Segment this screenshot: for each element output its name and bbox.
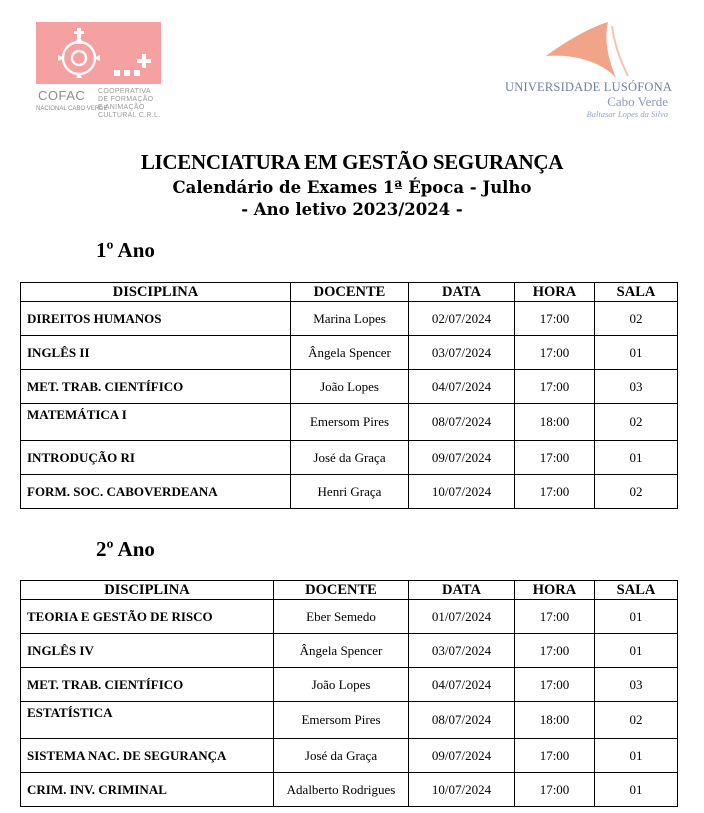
table-row	[21, 702, 678, 739]
section-heading-year-2: 2º Ano	[96, 537, 155, 561]
cell-data: 08/07/2024	[409, 404, 515, 441]
cell-hora: 17:00	[515, 302, 595, 336]
lusofona-logo	[500, 20, 680, 120]
cell-hora: 17:00	[515, 336, 595, 370]
cell-docente: Emersom Pires	[291, 404, 409, 441]
table-row	[21, 600, 678, 634]
column-header-data: DATA	[409, 283, 515, 302]
table-row	[21, 336, 678, 370]
column-header-hora: HORA	[515, 581, 595, 600]
cell-hora: 17:00	[515, 739, 595, 773]
cofac-name: COFAC	[38, 88, 86, 103]
cell-hora: 17:00	[515, 441, 595, 475]
cofac-emblem	[36, 22, 161, 84]
exam-table-year-2	[20, 580, 678, 807]
column-header-docente: DOCENTE	[274, 581, 409, 600]
cell-sala: 02	[595, 475, 678, 509]
cell-docente: Ângela Spencer	[274, 634, 409, 668]
lusofona-tagline: Baltasar Lopes da Silva	[586, 109, 668, 119]
column-header-sala: SALA	[595, 581, 678, 600]
cell-hora: 18:00	[515, 404, 595, 441]
table-header-row	[21, 581, 678, 600]
cell-sala: 02	[595, 404, 678, 441]
cell-hora: 17:00	[515, 370, 595, 404]
cell-sala: 01	[595, 634, 678, 668]
cell-disciplina: MET. TRAB. CIENTÍFICO	[21, 668, 274, 702]
cofac-subtitle: NACIONAL CABO VERDE	[36, 106, 108, 112]
column-header-hora: HORA	[515, 283, 595, 302]
table-row	[21, 634, 678, 668]
cell-disciplina: TEORIA E GESTÃO DE RISCO	[21, 600, 274, 634]
column-header-data: DATA	[409, 581, 515, 600]
cell-docente: Ângela Spencer	[291, 336, 409, 370]
cell-data: 03/07/2024	[409, 634, 515, 668]
column-header-docente: DOCENTE	[291, 283, 409, 302]
cell-data: 08/07/2024	[409, 702, 515, 739]
cell-sala: 01	[595, 773, 678, 807]
cell-disciplina: SISTEMA NAC. DE SEGURANÇA	[21, 739, 274, 773]
table-row	[21, 370, 678, 404]
table-row	[21, 475, 678, 509]
cell-data: 02/07/2024	[409, 302, 515, 336]
sail-icon	[542, 20, 662, 82]
cell-data: 03/07/2024	[409, 336, 515, 370]
cell-sala: 01	[595, 441, 678, 475]
cell-data: 09/07/2024	[409, 739, 515, 773]
cell-docente: Adalberto Rodrigues	[274, 773, 409, 807]
cell-disciplina: MATEMÁTICA I	[21, 404, 291, 441]
cell-sala: 02	[595, 302, 678, 336]
cell-data: 10/07/2024	[409, 475, 515, 509]
academic-year: - Ano letivo 2023/2024 -	[241, 200, 463, 219]
cofac-description	[98, 88, 178, 120]
section-heading-year-1: 1º Ano	[96, 238, 155, 262]
table-row	[21, 404, 678, 441]
table-row	[21, 739, 678, 773]
column-header-sala: SALA	[595, 283, 678, 302]
cell-docente: Emersom Pires	[274, 702, 409, 739]
cell-docente: Eber Semedo	[274, 600, 409, 634]
table-row	[21, 668, 678, 702]
table-row	[21, 441, 678, 475]
cell-disciplina: FORM. SOC. CABOVERDEANA	[21, 475, 291, 509]
cell-disciplina: INTRODUÇÃO RI	[21, 441, 291, 475]
table-row	[21, 302, 678, 336]
cofac-desc-line: E ANIMAÇÃO	[98, 104, 145, 111]
cell-sala: 02	[595, 702, 678, 739]
column-header-disciplina: DISCIPLINA	[21, 581, 274, 600]
cell-hora: 17:00	[515, 668, 595, 702]
cell-data: 01/07/2024	[409, 600, 515, 634]
table-header-row	[21, 283, 678, 302]
cell-data: 04/07/2024	[409, 370, 515, 404]
cell-disciplina: INGLÊS II	[21, 336, 291, 370]
cell-docente: Marina Lopes	[291, 302, 409, 336]
cell-disciplina: ESTATÍSTICA	[21, 702, 274, 739]
cell-docente: João Lopes	[274, 668, 409, 702]
document-subtitle: Calendário de Exames 1ª Época - Julho	[172, 178, 532, 197]
cell-docente: José da Graça	[274, 739, 409, 773]
cell-sala: 01	[595, 336, 678, 370]
cell-sala: 03	[595, 370, 678, 404]
cell-hora: 17:00	[515, 475, 595, 509]
cofac-desc-line: CULTURAL C.R.L.	[98, 112, 161, 119]
cell-disciplina: CRIM. INV. CRIMINAL	[21, 773, 274, 807]
cofac-desc-line: COOPERATIVA	[98, 88, 151, 95]
compass-cross-icon	[36, 22, 161, 84]
cell-data: 09/07/2024	[409, 441, 515, 475]
cell-docente: João Lopes	[291, 370, 409, 404]
cell-docente: Henri Graça	[291, 475, 409, 509]
cell-hora: 17:00	[515, 773, 595, 807]
cell-disciplina: DIREITOS HUMANOS	[21, 302, 291, 336]
cell-docente: José da Graça	[291, 441, 409, 475]
cell-hora: 17:00	[515, 634, 595, 668]
cofac-logo	[36, 22, 176, 132]
cell-disciplina: INGLÊS IV	[21, 634, 274, 668]
cofac-desc-line: DE FORMAÇÃO	[98, 96, 154, 103]
cell-sala: 01	[595, 600, 678, 634]
table-row	[21, 773, 678, 807]
cell-sala: 03	[595, 668, 678, 702]
cell-disciplina: MET. TRAB. CIENTÍFICO	[21, 370, 291, 404]
cell-hora: 17:00	[515, 600, 595, 634]
exam-table-year-1	[20, 282, 678, 509]
cell-data: 10/07/2024	[409, 773, 515, 807]
lusofona-subtitle: Cabo Verde	[607, 94, 668, 109]
document-title: LICENCIATURA EM GESTÃO SEGURANÇA	[140, 150, 564, 174]
cell-sala: 01	[595, 739, 678, 773]
column-header-disciplina: DISCIPLINA	[21, 283, 291, 302]
lusofona-name: UNIVERSIDADE LUSÓFONA	[505, 80, 673, 94]
cell-hora: 18:00	[515, 702, 595, 739]
cell-data: 04/07/2024	[409, 668, 515, 702]
